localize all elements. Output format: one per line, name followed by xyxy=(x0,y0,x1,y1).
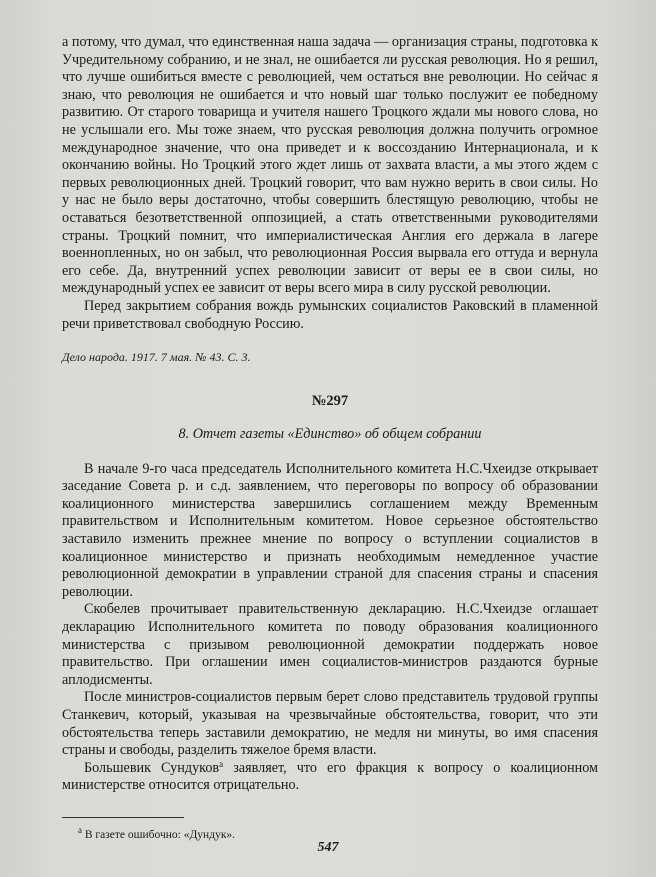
footnote-label: а xyxy=(78,824,82,835)
footnote-divider xyxy=(62,817,184,818)
closing-paragraph: Перед закрытием собрания вождь румынских социалистов Раковский в пламенной речи приветствовал свободную Россию. xyxy=(62,297,598,332)
footnote-text: В газете ошибочно: «Дундук». xyxy=(82,828,236,841)
continuation-paragraph: а потому, что думал, что единственная наша задача — организация страны, подготовка к Учредительному собранию, и не знал, не ошибается ли русская революция. Но я решил, что лучше ошибиться вместе с революцией, чем остаться вне революции. Но сейчас я знаю, что революция не ошибается и что новый шаг только послужит ее победному развитию. От старого товарища и учителя нашего Троцкого ждали мы нового слова, но не услышали его. Мы тоже знаем, что русская революция должна получить огромное международное значение, что она приведет и к воссозданию Интернационала, и к окончанию войны. Но Троцкий этого ждет лишь от захвата власти, а мы этого ждем с первых революционных дней. Троцкий говорит, что вам нужно верить в свои силы. Но у нас не было веры достаточно, чтобы совершить блестящую революцию, чтобы не оставаться безответственной оппозицией, а стать ответственными руководителями страны. Троцкий помнит, что империалистическая Англия его держала в лагере военнопленных, но он забыл, что революционная Россия вырвала его оттуда и вернула его себе. Да, внутренний успех революции зависит от веры ее в свои силы, но международный успех ее зависит от веры всего мира в силу русской революции. xyxy=(62,34,598,297)
source-citation: Дело народа. 1917. 7 мая. № 43. С. 3. xyxy=(62,350,251,365)
footnote-marker: а xyxy=(219,758,224,769)
document-number: №297 xyxy=(311,392,349,409)
body-paragraph-3: После министров-социалистов первым берет слово представитель трудовой группы Станкевич, который, указывая на чрезвычайные обстоятельства, говорит, что эти обстоятельства теперь заставили демократию, не медля ни минуты, во имя спасения страны и свободы, разделить тяжелое бремя власти. xyxy=(62,689,598,759)
paragraph-4-end: заявляет, что его фракция к вопросу о коалиционном министерстве относится отрицательно. xyxy=(62,759,598,794)
paragraph-4-start: Большевик Сундуков xyxy=(84,759,220,776)
page-number: 547 xyxy=(317,840,339,855)
body-paragraph-4 xyxy=(62,760,598,795)
body-paragraph-2: Скобелев прочитывает правительственную декларацию. Н.С.Чхеидзе оглашает декларацию Исполнительного комитета по поводу образования коалиционного министерства с призывом революционной демократии поддержать новое правительство. При оглашении имен социалистов-министров раздаются бурные аплодисменты. xyxy=(62,601,598,688)
body-paragraph-1: В начале 9-го часа председатель Исполнительного комитета Н.С.Чхеидзе открывает заседание Совета р. и с.д. заявлением, что переговоры по вопросу об образовании коалиционного министерства завершились соглашением между Временным правительством и Исполнительным комитетом. Новое серьезное обстоятельство заставило изменить прежнее мнение по вопросу о вступлении социалистов в коалиционное министерство и признать необходимым немедленное участие революционной демократии в управлении страной для спасения страны и спасения революции. xyxy=(62,460,598,600)
document-title: 8. Отчет газеты «Единство» об общем собрании xyxy=(178,425,482,442)
